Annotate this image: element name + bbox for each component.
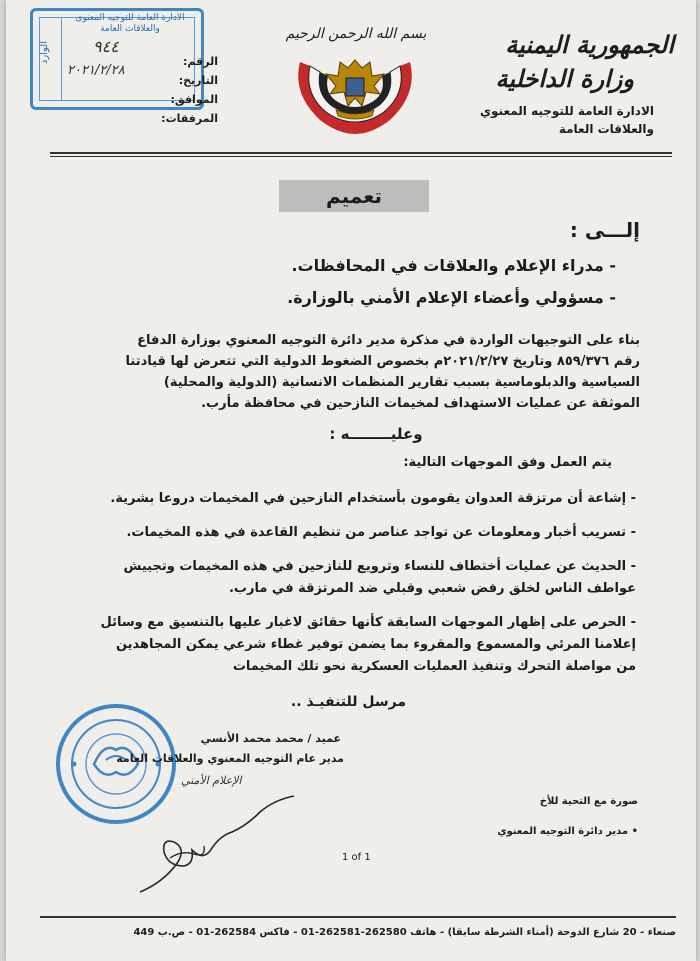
received-number: ٩٤٤: [93, 37, 119, 56]
attachments-label: المرفقات:: [161, 112, 218, 125]
header-divider: [50, 152, 672, 154]
directive-line: من مواصلة التحرك وتنفيذ العمليات العسكرية نحو تلك المخيمات: [232, 659, 636, 674]
body-line: بناء على التوجيهات الواردة في مذكرة مدير دائرة التوجيه المعنوي بوزارة الدفاع: [137, 333, 640, 348]
directive-line: - الحرص على إظهار الموجهات السابقة كأنها حقائق لاغبار عليها بالتنسيق مع وسائل: [100, 615, 636, 630]
directives-heading: يتم العمل وفق الموجهات التالية:: [403, 455, 612, 470]
republic-name: الجمهورية اليمنية: [505, 30, 674, 59]
directive-item-1: [110, 488, 636, 510]
date-label: التاريخ:: [178, 74, 218, 87]
directive-line: - إشاعة أن مرتزقة العدوان يقومون بأستخدام النازحين في المخيمات دروعا بشرية.: [110, 491, 636, 506]
handwritten-note: الإعلام الأمني: [181, 774, 242, 787]
reference-fields: [156, 52, 218, 128]
header-divider-thin: [50, 156, 672, 157]
directive-item-4: [101, 612, 637, 678]
copy-to-recipient-name: مدير دائرة التوجيه المعنوي: [497, 826, 629, 837]
directive-line: إعلامنا المرئي والمسموع والمقروء بما يضمن توفير غطاء شرعي يمكن المجاهدين: [115, 637, 636, 652]
directive-line: عواطف الناس لخلق رفض شعبي وقبلي ضد المرتزقة في مارب.: [228, 581, 636, 596]
bullet-icon: •: [628, 826, 638, 837]
number-label: الرقم:: [183, 55, 218, 68]
and-accordingly-label: وعليــــــــه :: [329, 425, 423, 443]
signatory-name: عميد / محمد محمد الأنسي: [200, 732, 341, 745]
sent-for-execution: مرسل للتنفيـذ ..: [290, 694, 406, 710]
department-line-1: الادارة العامة للتوجيه المعنوي: [480, 104, 654, 118]
document-page: [6, 0, 696, 961]
signature-scribble-icon: [134, 792, 304, 906]
received-stamp-title: الادارة العامة للتوجيه المعنوي والعلاقات العامة: [75, 13, 185, 34]
copy-to-label: صورة مع التحية للأخ: [539, 796, 638, 807]
recipient-1: - مدراء الإعلام والعلاقات في المحافظات.: [291, 256, 616, 275]
document-title: تعميم: [279, 180, 429, 212]
department-line-2: والعلاقات العامة: [558, 122, 654, 136]
copy-to-recipient: [497, 826, 638, 837]
directive-line: - تسريب أخبار ومعلومات عن تواجد عناصر من تنظيم القاعدة في هذه المخيمات.: [126, 525, 636, 540]
to-label: إلـــى :: [569, 218, 640, 242]
received-date: ٢٠٢١/٢/٢٨: [67, 63, 125, 78]
footer-address: صنعاء - 20 شارع الدوحة (أمناء الشرطة سابقا) - هاتف 262580-262581-01 - فاكس 262584-01 - ص.ب 449: [133, 927, 676, 938]
body-paragraph: [40, 330, 640, 414]
basmala: بسم الله الرحمن الرحيم: [285, 26, 427, 42]
eagle-emblem-icon: [290, 54, 420, 142]
recipient-2: - مسؤولي وأعضاء الإعلام الأمني بالوزارة.: [287, 288, 616, 307]
letterhead: [444, 28, 674, 138]
body-line: السياسية والدبلوماسية بسبب تقارير المنظمات الانسانية (الدولية والمحلية): [163, 375, 640, 390]
body-line: رقم ٨٥٩/٣٧٦ وتاريخ ٢٠٢١/٢/٢٧م بخصوص الضغوط الدولية التي تتعرض لها قيادتنا: [125, 354, 640, 369]
signatory-title: مدير عام التوجيه المعنوي والعلاقات العامة: [116, 752, 344, 765]
ministry-name: وزارة الداخلية: [495, 64, 634, 93]
footer-divider: [40, 916, 676, 918]
directive-item-3: [124, 556, 637, 600]
page-number: 1 of 1: [342, 852, 371, 863]
directive-line: - الحديث عن عمليات أختطاف للنساء وترويع للنازحين في هذه المخيمات وتجييش: [123, 559, 636, 574]
body-line: الموثقة عن عمليات الاستهداف لمخيمات النازحين في محافظة مأرب.: [201, 396, 640, 411]
received-stamp-side-label: الوارد: [39, 41, 50, 65]
corresponding-label: الموافق:: [170, 93, 218, 106]
directive-item-2: [126, 522, 636, 544]
